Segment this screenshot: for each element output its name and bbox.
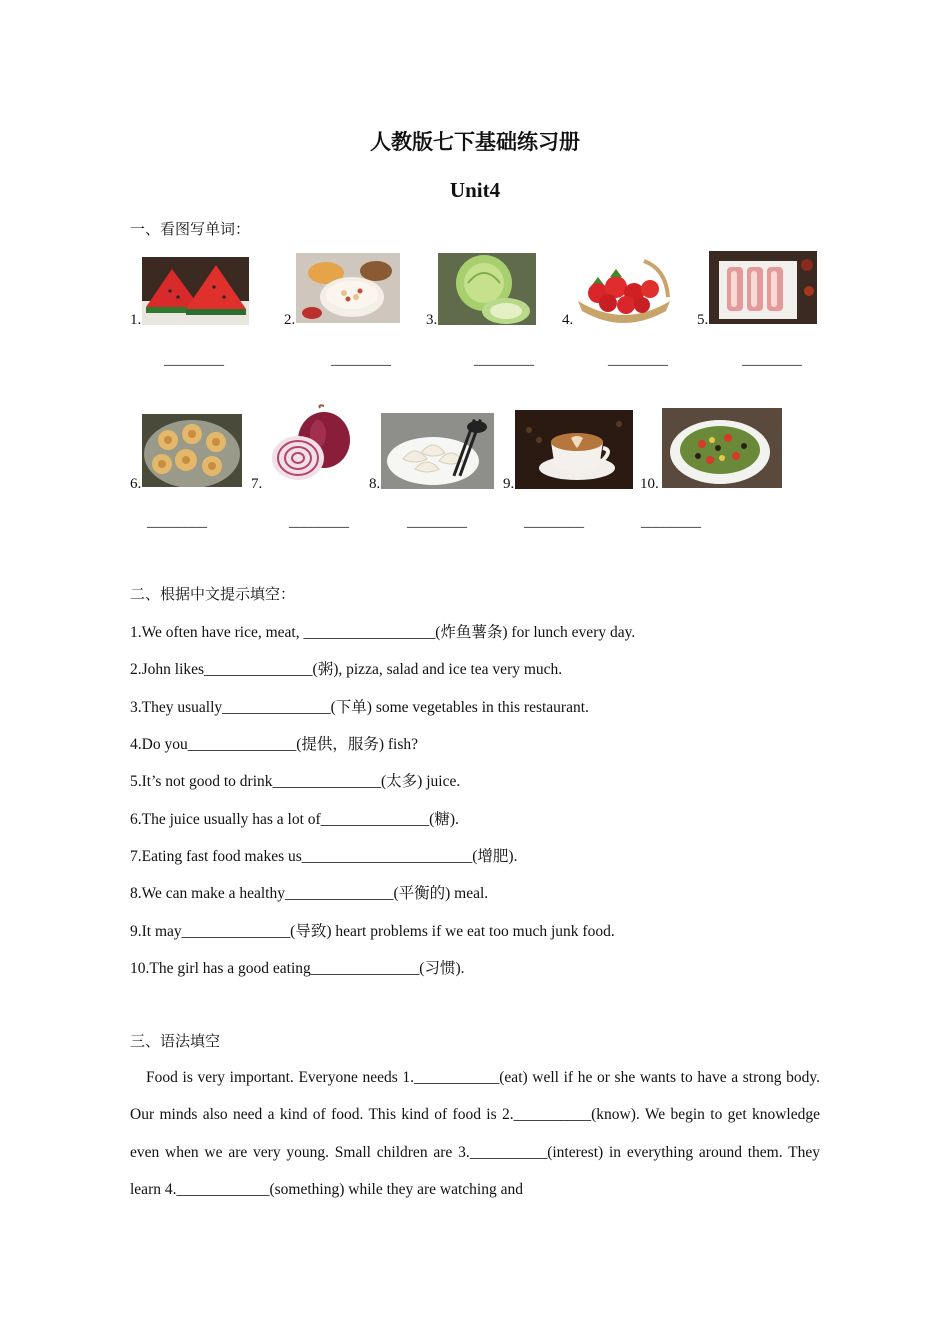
question-4: 4.Do you______________(提供，服务) fish?	[130, 736, 419, 753]
item-number: 2.	[284, 312, 296, 328]
answer-blank[interactable]: ________	[407, 514, 467, 530]
cookie-picture	[142, 414, 242, 487]
item-number: 5.	[697, 312, 709, 328]
question-2: 2.John likes______________(粥), pizza, salad and ice tea very much.	[130, 661, 563, 678]
question-6: 6.The juice usually has a lot of______________(糖).	[130, 811, 459, 828]
answer-blank[interactable]: ________	[641, 514, 701, 530]
mutton-picture	[709, 251, 817, 324]
answer-blank[interactable]: ________	[289, 514, 349, 530]
answer-blank[interactable]: ________	[474, 352, 534, 368]
dumpling-picture	[381, 413, 494, 489]
onion-picture	[262, 404, 361, 486]
item-number: 8.	[369, 476, 381, 492]
page-title: 人教版七下基础练习册	[370, 130, 580, 154]
answer-blank[interactable]: ________	[742, 352, 802, 368]
question-8: 8.We can make a healthy______________(平衡的) meal.	[130, 885, 489, 902]
item-number: 4.	[562, 312, 574, 328]
answer-blank[interactable]: ________	[164, 352, 224, 368]
item-number: 3.	[426, 312, 438, 328]
question-7: 7.Eating fast food makes us______________________(增肥).	[130, 848, 518, 865]
question-10: 10.The girl has a good eating______________(习惯).	[130, 960, 465, 977]
section3-heading: 三、语法填空	[130, 1034, 221, 1050]
porridge-picture	[296, 253, 400, 323]
answer-blank[interactable]: ________	[608, 352, 668, 368]
item-number: 1.	[130, 312, 142, 328]
item-number: 10.	[640, 476, 659, 492]
answer-blank[interactable]: ________	[331, 352, 391, 368]
strawberry-picture	[574, 251, 673, 324]
item-number: 7.	[251, 476, 263, 492]
coffee-picture	[515, 410, 633, 489]
question-1: 1.We often have rice, meat, _________________(炸鱼薯条) for lunch every day.	[130, 624, 636, 641]
item-number: 9.	[503, 476, 515, 492]
answer-blank[interactable]: ________	[524, 514, 584, 530]
salad-picture	[662, 408, 782, 488]
watermelon-picture	[142, 257, 249, 325]
unit-title: Unit4	[449, 178, 501, 202]
question-9: 9.It may______________(导致) heart problems if we eat too much junk food.	[130, 923, 615, 940]
question-5: 5.It’s not good to drink______________(太多) juice.	[130, 773, 461, 790]
section1-heading: 一、看图写单词：	[130, 222, 251, 238]
grammar-passage: Food is very important. Everyone needs 1.___________(eat) well if he or she wants to have a strong body. Our minds also need a kind of food. This kind of food is 2.__________(know). We begin to get knowledge even when we are very young. Small children are 3.__________(interest) in everything around them. They learn 4.____________(something) while they are watching and	[130, 1069, 820, 1198]
cabbage-picture	[438, 253, 536, 325]
item-number: 6.	[130, 476, 142, 492]
question-3: 3.They usually______________(下单) some vegetables in this restaurant.	[130, 699, 589, 716]
section2-heading: 二、根据中文提示填空：	[130, 587, 296, 603]
answer-blank[interactable]: ________	[147, 514, 207, 530]
